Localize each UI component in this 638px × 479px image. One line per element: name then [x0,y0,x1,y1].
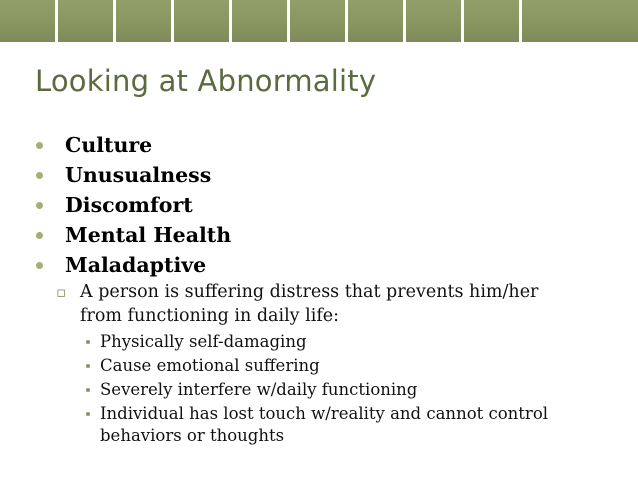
slide-title: Looking at Abnormality [35,64,377,98]
bullet-text: Unusualness [65,163,212,187]
bullet-item [36,250,231,280]
bullet-item [36,160,231,190]
bullet-dot-icon [36,172,43,179]
small-dot-icon [86,364,90,368]
sub-sub-bullet-text: Physically self-damaging [100,332,307,351]
bullet-dot-icon [36,232,43,239]
sub-sub-bullet-text: Severely interfere w/daily functioning [100,380,418,399]
bullet-dot-icon [36,142,43,149]
bullet-item [36,220,231,250]
sub-sub-bullet-text: Cause emotional suffering [100,356,320,375]
small-dot-icon [86,388,90,392]
bullet-text: Culture [65,133,153,157]
band-segment [522,0,638,42]
square-bullet-icon: ▫ [56,283,67,301]
small-dot-icon [86,412,90,416]
band-segment [290,0,345,42]
top-decorative-band [0,0,638,42]
band-segment [464,0,519,42]
bullet-text: Mental Health [65,223,232,247]
bullet-item [36,130,231,160]
sub-sub-bullet-item [84,379,604,401]
sub-sub-bullet-list [84,331,604,449]
small-dot-icon [86,340,90,344]
band-segment [116,0,171,42]
bullet-text: Discomfort [65,193,193,217]
band-segment [174,0,229,42]
bullet-text: Maladaptive [65,253,207,277]
sub-bullet-text: A person is suffering distress that prevents him/her from functioning in daily life: [80,282,539,326]
band-segment [0,0,55,42]
band-segment [406,0,461,42]
main-bullet-list [36,130,231,280]
bullet-dot-icon [36,262,43,269]
bullet-item [36,190,231,220]
sub-sub-bullet-item [84,355,604,377]
band-segment [232,0,287,42]
bullet-dot-icon [36,202,43,209]
sub-sub-bullet-text: Individual has lost touch w/reality and cannot control behaviors or thoughts [100,404,549,445]
sub-sub-bullet-item [84,331,604,353]
sub-bullet [56,280,576,328]
sub-sub-bullet-item [84,403,604,447]
band-segment [58,0,113,42]
band-segment [348,0,403,42]
